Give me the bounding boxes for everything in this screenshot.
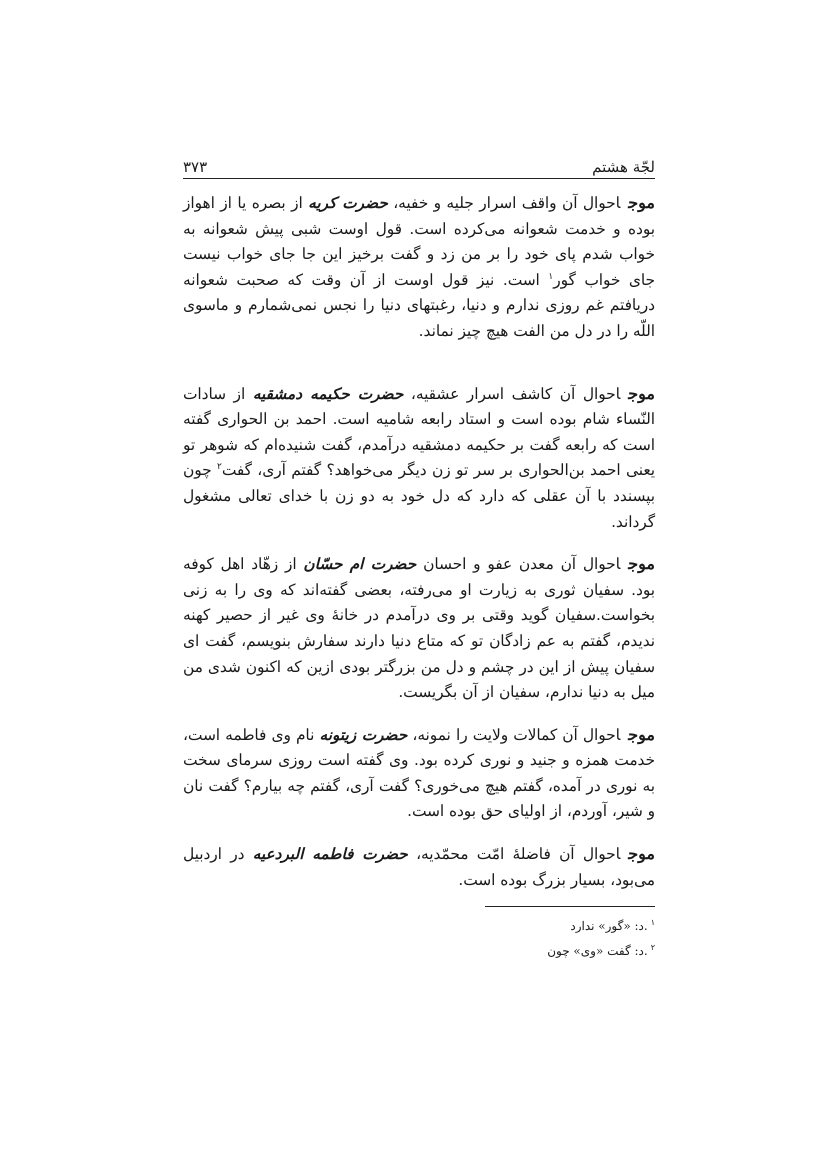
footnote-2: [183, 937, 655, 962]
paragraph-2: [183, 381, 655, 536]
person-name: حضرت زیتونه: [319, 725, 408, 744]
person-name: حضرت ام حسّان: [303, 555, 417, 574]
main-text: [183, 190, 655, 893]
paragraph-1: [183, 190, 655, 345]
paragraph-body: از سادات النّساء شام بوده است و استاد رابعه شامیه است. احمد بن الحواری گفته است که رابعه گفت بر حکیمه دمشقیه درآمدم، گفت شنیده‌ام که شوهر تو یعنی احمد بن‌الحواری بر سر تو زن دیگر می‌خواهد؟ گفتم آری، گفت: [183, 384, 655, 480]
footnote-text: .د: «گور» ندارد: [570, 919, 648, 933]
footnote-number: ۲: [650, 943, 655, 952]
paragraph-body: در اردبیل می‌بود، بسیار بزرگ بوده است.: [183, 845, 655, 889]
paragraph-body-cont: چون بپسندد با آن عقلی که دارد که دل خود به دو زن با خدای تعالی مشغول گرداند.: [183, 461, 655, 531]
paragraph-body: از زهّاد اهل کوفه بود. سفیان ثوری به زیارت او می‌رفته، بعضی گفته‌اند که وی را به زنی بخواست.سفیان گوید وقتی بر وی درآمدم در خانهٔ وی غیر از حصیر کهنه ندیدم، گفتم به عم زادگان تو که متاع دنیا دارند سفارش بنویسم، گفت ای سفیان پیش از این در چشم و دل من بزرگتر بودی ازین که اکنون شدی من میل به دنیا ندارم، سفیان از آن بگریست.: [183, 555, 655, 702]
paragraph-intro: احوال آن واقف اسرار جلیه و خفیه،: [387, 194, 621, 212]
paragraph-intro: احوال آن کاشف اسرار عشقیه،: [403, 384, 621, 403]
paragraph-3: [183, 551, 655, 706]
footnote-text: .د: گفت «وی» چون: [547, 944, 648, 958]
paragraph-body: نام وی فاطمه است، خدمت همزه و جنید و نوری کرده بود. وی گفته است روزی سرمای سخت به نوری در آمده، گفتم هیچ می‌خوری؟ گفت آری، گفتم چه بیارم؟ گفت نان و شیر، آوردم، از اولیای حق بوده است.: [183, 725, 655, 821]
paragraph-body: از بصره یا از اهواز بوده و خدمت شعوانه می‌کرده است. قول اوست شبی پیش شعوانه به خواب شدم پای خود را بر من زد و گفت برخیز این جا جای خواب نیست جای خواب گور: [183, 194, 655, 289]
paragraph-body-cont: است. نیز قول اوست از آن وقت که صحبت شعوانه دریافتم غم روزی ندارم و دنیا، رغبتهای دنیا را نجس نمی‌شمارم و ماسوی اللّه را در دل من الفت هیچ چیز نماند.: [183, 270, 655, 340]
running-header: [183, 146, 655, 176]
footnote-rule: [485, 906, 655, 907]
footnote-ref: ۱: [548, 271, 554, 282]
paragraph-intro: احوال آن کمالات ولایت را نمونه،: [407, 725, 621, 744]
header-rule: [183, 178, 655, 179]
person-name: حضرت کریه: [308, 194, 388, 212]
section-label: موج: [628, 724, 655, 744]
footnote-1: [183, 912, 655, 937]
section-label: موج: [628, 844, 655, 864]
running-title: لجّة هشتم: [592, 158, 655, 176]
footnote-ref: ۲: [217, 462, 222, 473]
section-label: موج: [628, 554, 655, 574]
person-name: حضرت فاطمه البردعیه: [252, 845, 408, 864]
section-label: موج: [628, 383, 655, 403]
paragraph-4: [183, 722, 655, 825]
page-number: ۳۷۳: [183, 158, 208, 176]
person-name: حضرت حکیمه دمشقیه: [252, 384, 404, 403]
paragraph-5: [183, 841, 655, 893]
section-label: موج: [628, 193, 655, 212]
footnote-number: ۱: [650, 918, 655, 927]
paragraph-intro: احوال آن معدن عفو و احسان: [416, 555, 621, 574]
paragraph-intro: احوال آن فاضلهٔ امّت محمّدیه،: [407, 845, 621, 864]
footnotes: [183, 912, 655, 962]
